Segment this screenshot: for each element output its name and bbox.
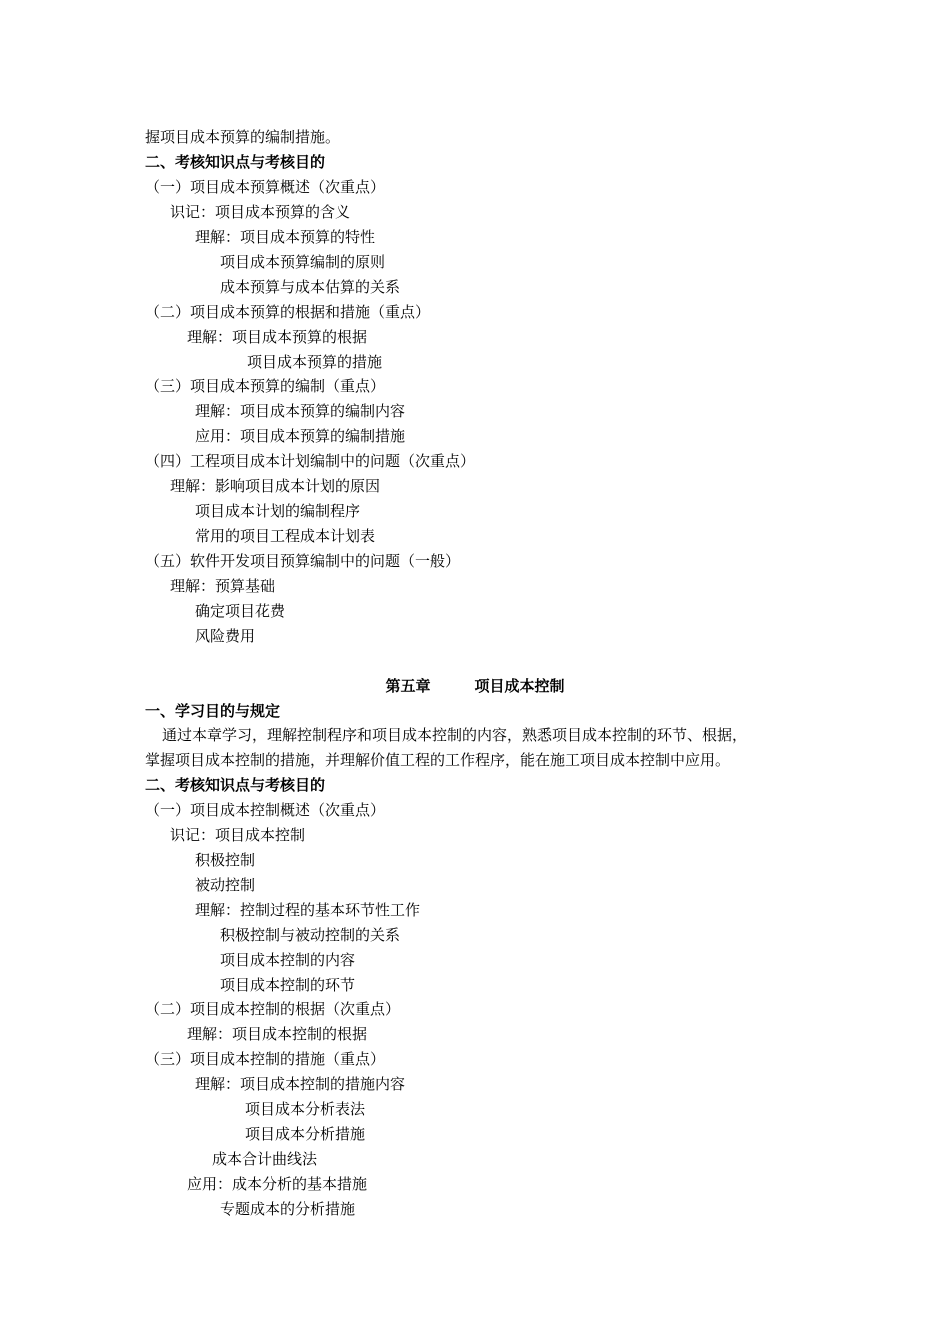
outline-item: 成本合计曲线法 [212, 1150, 318, 1168]
outline-item: 理解：影响项目成本计划的原因 [170, 477, 381, 495]
outline-item: （四）工程项目成本计划编制中的问题（次重点） [145, 452, 476, 470]
chapter-number: 第五章 [385, 677, 431, 695]
outline-item: （三）项目成本控制的措施（重点） [145, 1050, 386, 1068]
section-heading: 一、学习目的与规定 [145, 702, 281, 720]
outline-item: 理解：项目成本控制的根据 [187, 1025, 368, 1043]
outline-item: 专题成本的分析措施 [220, 1200, 356, 1218]
outline-item: 项目成本控制的环节 [220, 976, 356, 994]
outline-item: （一）项目成本预算概述（次重点） [145, 178, 386, 196]
paragraph-line: 掌握项目成本控制的措施，并理解价值工程的工作程序，能在施工项目成本控制中应用。 [145, 751, 731, 769]
outline-item: 项目成本控制的内容 [220, 951, 356, 969]
chapter-heading [0, 676, 950, 696]
outline-item: （二）项目成本预算的根据和措施（重点） [145, 303, 431, 321]
outline-item: 确定项目花费 [195, 602, 286, 620]
paragraph-line: 通过本章学习，理解控制程序和项目成本控制的内容，熟悉项目成本控制的环节、根据， [162, 726, 748, 744]
outline-item: 积极控制与被动控制的关系 [220, 926, 401, 944]
outline-item: 项目成本计划的编制程序 [195, 502, 361, 520]
outline-item: 理解：项目成本预算的特性 [195, 228, 376, 246]
text-line: 握项目成本预算的编制措施。 [145, 128, 341, 146]
outline-item: （一）项目成本控制概述（次重点） [145, 801, 386, 819]
outline-item: 理解：项目成本控制的措施内容 [195, 1075, 406, 1093]
outline-item: 项目成本分析措施 [245, 1125, 366, 1143]
outline-item: 项目成本预算的措施 [247, 353, 383, 371]
outline-item: （五）软件开发项目预算编制中的问题（一般） [145, 552, 461, 570]
outline-item: 理解：控制过程的基本环节性工作 [195, 901, 421, 919]
outline-item: 识记：项目成本控制 [170, 826, 306, 844]
outline-item: 应用：成本分析的基本措施 [187, 1175, 368, 1193]
outline-item: 理解：项目成本预算的根据 [187, 328, 368, 346]
outline-item: 应用：项目成本预算的编制措施 [195, 427, 406, 445]
outline-item: 常用的项目工程成本计划表 [195, 527, 376, 545]
outline-item: 理解：项目成本预算的编制内容 [195, 402, 406, 420]
outline-item: 项目成本分析表法 [245, 1100, 366, 1118]
section-heading: 二、考核知识点与考核目的 [145, 153, 326, 171]
outline-item: 理解：预算基础 [170, 577, 276, 595]
section-heading: 二、考核知识点与考核目的 [145, 776, 326, 794]
outline-item: 积极控制 [195, 851, 256, 869]
outline-item: （二）项目成本控制的根据（次重点） [145, 1000, 401, 1018]
outline-item: 项目成本预算编制的原则 [220, 253, 386, 271]
outline-item: 识记：项目成本预算的含义 [170, 203, 351, 221]
outline-item: 成本预算与成本估算的关系 [220, 278, 401, 296]
outline-item: 被动控制 [195, 876, 256, 894]
chapter-title: 项目成本控制 [474, 677, 565, 695]
outline-item: 风险费用 [195, 627, 256, 645]
outline-item: （三）项目成本预算的编制（重点） [145, 377, 386, 395]
